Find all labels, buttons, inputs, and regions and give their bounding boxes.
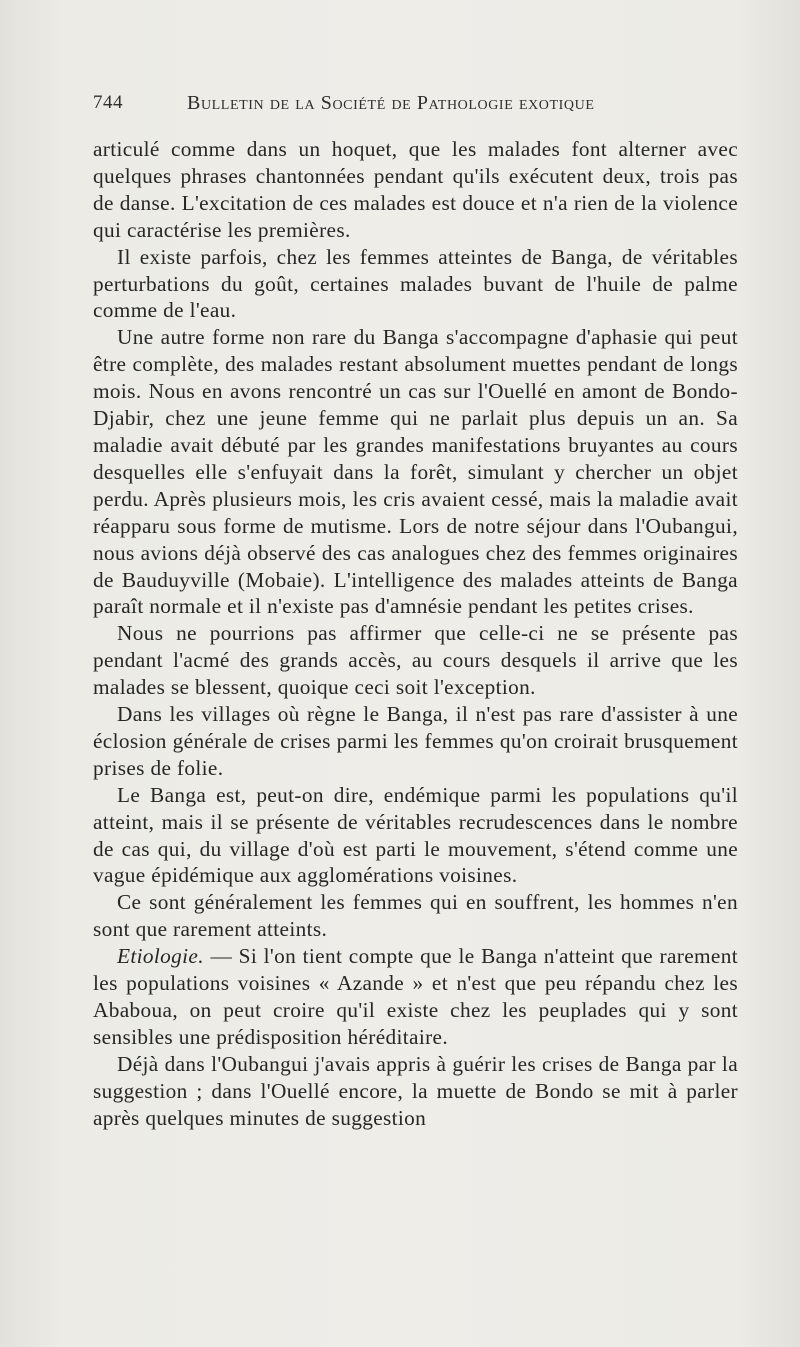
etiology-text: — Si l'on tient compte que le Banga n'atteint que rarement les populations voisines « Azande » et n'est que peu répandu chez les Ababoua, on peut croire qu'il existe chez les peuplades qui y sont sensibles une prédisposition héréditaire. <box>93 944 738 1049</box>
paragraph-villages: Dans les villages où règne le Banga, il n'est pas rare d'assister à une éclosion générale de crises parmi les femmes qu'on croirait brusquement prises de folie. <box>93 702 738 780</box>
paragraph-aphasia: Une autre forme non rare du Banga s'accompagne d'aphasie qui peut être complète, des malades restant absolument muettes pendant de longs mois. Nous en avons rencontré un cas sur l'Ouellé en amont de Bondo-Djabir, chez une jeune femme qui ne parlait plus depuis un an. Sa maladie avait débuté par les grandes manifestations bruyantes au cours desquelles elle s'enfuyait dans la forêt, simulant y chercher un objet perdu. Après plusieurs mois, les cris avaient cessé, mais la maladie avait réapparu sous forme de mutisme. Lors de notre séjour dans l'Oubangui, nous avions déjà observé des cas analogues chez des femmes originaires de Bauduyville (Mobaie). L'intelligence des malades atteints de Banga paraît normale et il n'existe pas d'amnésie pendant les petites crises. <box>93 325 738 619</box>
etiology-heading: Etiologie. <box>117 944 204 969</box>
paragraph-continuation: articulé comme dans un hoquet, que les malades font alterner avec quelques phrases chantonnées pendant qu'ils exécutent deux, trois pas de danse. L'excitation de ces malades est douce et n'a rien de la violence qui caractérise les premières. <box>93 137 738 242</box>
page-header <box>93 92 713 120</box>
paragraph-women: Ce sont généralement les femmes qui en souffrent, les hommes n'en sont que rarement atteints. <box>93 890 738 942</box>
page-number: 744 <box>93 92 123 113</box>
running-title: Bulletin de la Société de Pathologie exotique <box>187 92 595 114</box>
paragraph-endemic: Le Banga est, peut-on dire, endémique parmi les populations qu'il atteint, mais il se présente de véritables recrudescences dans le nombre de cas qui, du village d'où est parti le mouvement, s'étend comme une vague épidémique aux agglomérations voisines. <box>93 782 738 888</box>
paragraph-suggestion: Déjà dans l'Oubangui j'avais appris à guérir les crises de Banga par la suggestion ; dans l'Ouellé encore, la muette de Bondo se mit à parler après quelques minutes de suggestion <box>93 1051 738 1130</box>
paragraph-taste-disturbance: Il existe parfois, chez les femmes atteintes de Banga, de véritables perturbations du goût, certaines malades buvant de l'huile de palme comme de l'eau. <box>93 244 738 323</box>
paragraph-etiology <box>93 943 738 1051</box>
body-text <box>93 136 738 1132</box>
paragraph-amnesia: Nous ne pourrions pas affirmer que celle-ci ne se présente pas pendant l'acmé des grands accès, au cours desquels il arrive que les malades se blessent, quoique ceci soit l'exception. <box>93 621 738 700</box>
